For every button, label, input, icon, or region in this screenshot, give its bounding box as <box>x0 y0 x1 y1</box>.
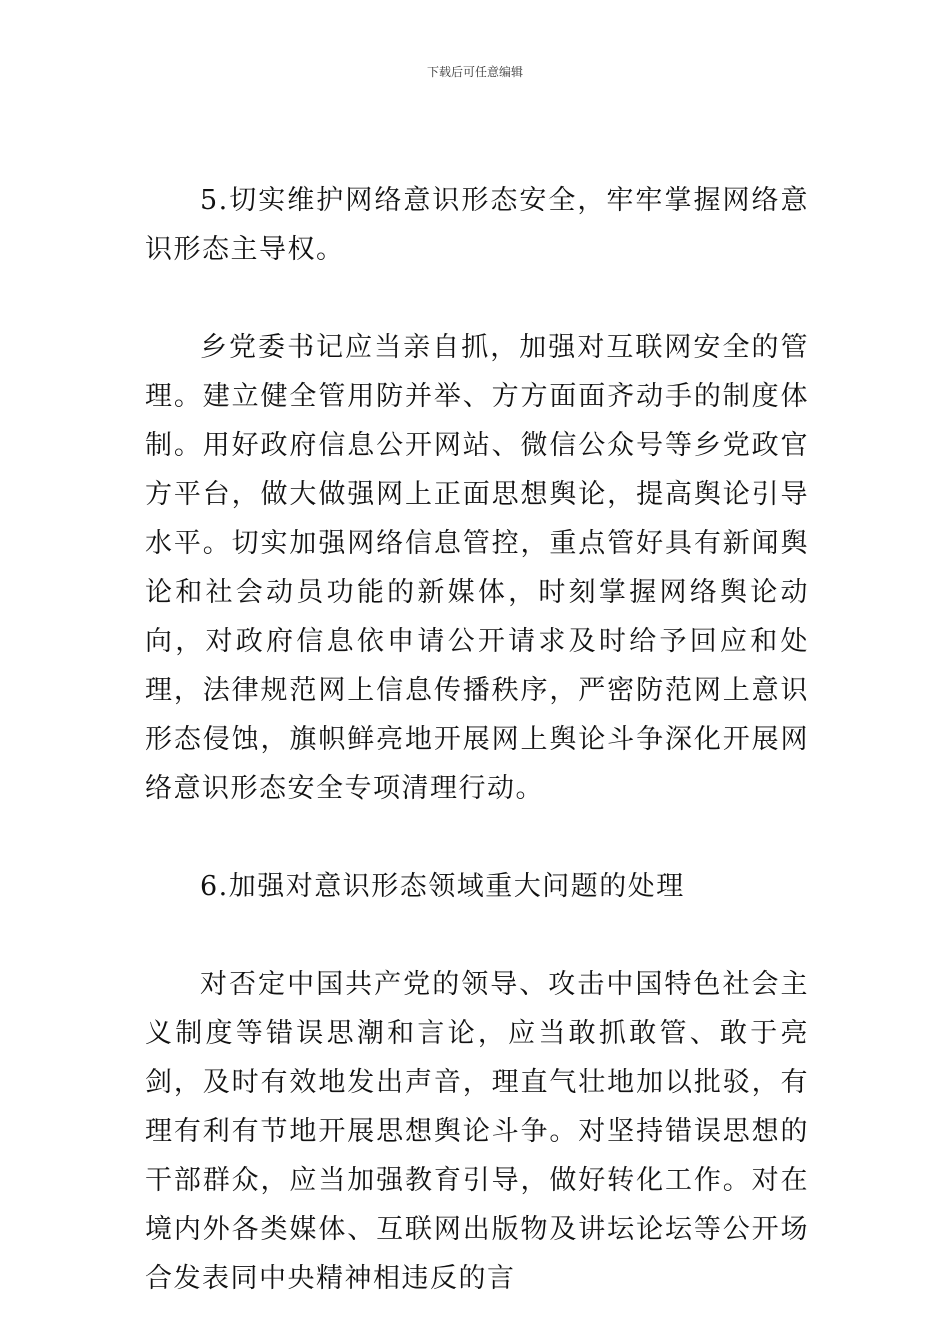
section-5-paragraph: 乡党委书记应当亲自抓，加强对互联网安全的管理。建立健全管用防并举、方方面面齐动手的制度体制。用好政府信息公开网站、微信公众号等乡党政官方平台，做大做强网上正面思想舆论，提高舆论引导水平。切实加强网络信息管控，重点管好具有新闻舆论和社会动员功能的新媒体，时刻掌握网络舆论动向，对政府信息依申请公开请求及时给予回应和处理，法律规范网上信息传播秩序，严密防范网上意识形态侵蚀，旗帜鲜亮地开展网上舆论斗争深化开展网络意识形态安全专项清理行动。 <box>145 332 809 804</box>
document-body <box>145 176 809 1303</box>
section-6-paragraph: 对否定中国共产党的领导、攻击中国特色社会主义制度等错误思潮和言论，应当敢抓敢管、敢于亮剑，及时有效地发出声音，理直气壮地加以批驳，有理有利有节地开展思想舆论斗争。对坚持错误思想的干部群众，应当加强教育引导，做好转化工作。对在境内外各类媒体、互联网出版物及讲坛论坛等公开场合发表同中央精神相违反的言 <box>145 969 809 1294</box>
page-header: 下载后可任意编辑 <box>426 65 523 79</box>
section-5-heading: 5.切实维护网络意识形态安全，牢牢掌握网络意识形态主导权。 <box>145 185 809 265</box>
section-6-heading: 6.加强对意识形态领域重大问题的处理 <box>200 871 685 902</box>
